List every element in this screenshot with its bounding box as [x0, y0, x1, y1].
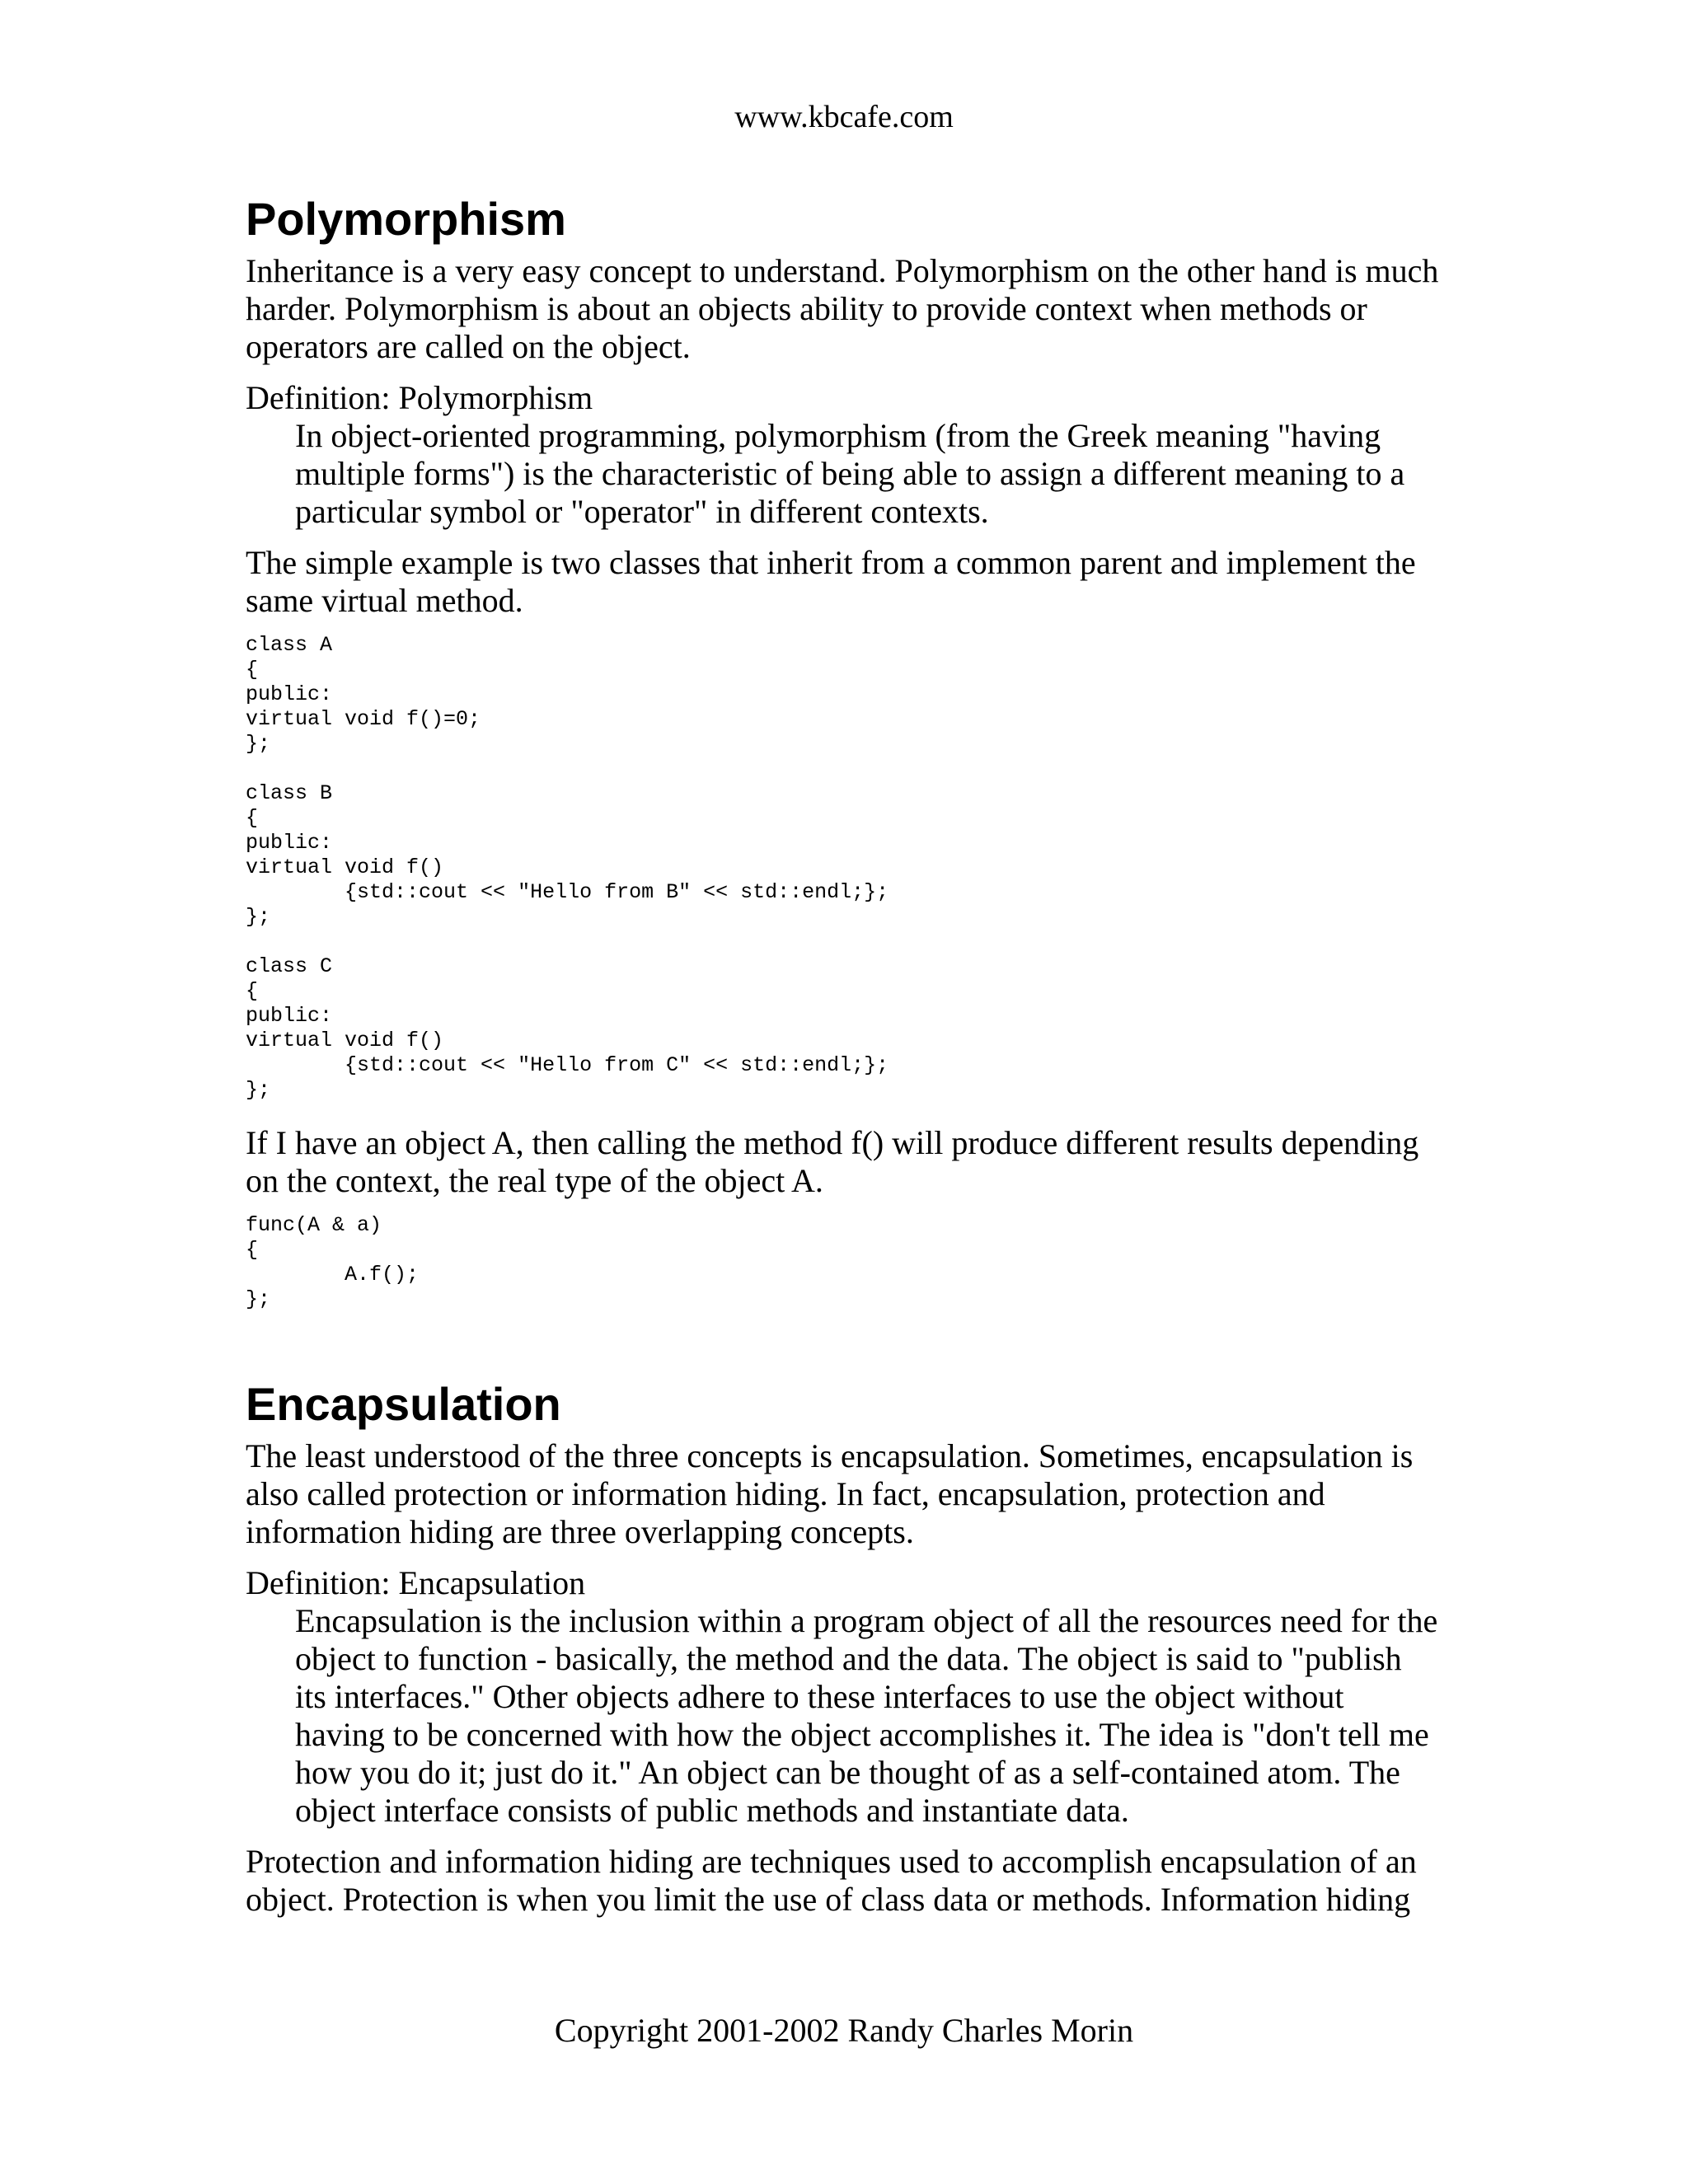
encapsulation-protection-paragraph: Protection and information hiding are techniques used to accomplish encapsulation of an object. Protection is when you limit the use of class data or methods. Information hiding: [246, 1843, 1417, 1918]
polymorphism-definition-body: In object-oriented programming, polymorphism (from the Greek meaning "having multiple forms") is the characteristic of being able to assign a different meaning to a particular symbol or "operator" in different contexts.: [295, 417, 1405, 530]
page-footer-copyright: Copyright 2001-2002 Randy Charles Morin: [554, 2012, 1134, 2049]
polymorphism-example-paragraph: The simple example is two classes that inherit from a common parent and implement the same virtual method.: [246, 544, 1416, 619]
code-block-classes: class A { public: virtual void f()=0; }; class B { public: virtual void f() {std::cout << "Hello from B" << std::endl;}; }; class C { public: virtual void f() {std::cout << "Hello from C" << std::endl;}; };: [246, 633, 889, 1102]
document-body: [246, 191, 1441, 1932]
section-spacer: [246, 1333, 1441, 1376]
polymorphism-definition-title: Definition: Polymorphism: [246, 379, 593, 416]
section-encapsulation: [246, 1376, 1441, 1919]
section-heading-polymorphism: Polymorphism: [246, 193, 566, 245]
code-block-func: func(A & a) { A.f(); };: [246, 1213, 420, 1311]
section-polymorphism: [246, 191, 1441, 1312]
polymorphism-context-paragraph: If I have an object A, then calling the method f() will produce different results depending on the context, the real type of the object A.: [246, 1124, 1419, 1199]
section-heading-encapsulation: Encapsulation: [246, 1378, 561, 1430]
page-header-url: www.kbcafe.com: [734, 100, 954, 134]
encapsulation-definition-body: Encapsulation is the inclusion within a program object of all the resources need for the object to function - basically, the method and the data. The object is said to "publish its interfaces." Other objects adhere to these interfaces to use the object without having to be concerned with how the object accomplishes it. The idea is "don't tell me how you do it; just do it." An object can be thought of as a self-contained atom. The object interface consists of public methods and instantiate data.: [295, 1602, 1438, 1829]
encapsulation-intro-paragraph: The least understood of the three concepts is encapsulation. Sometimes, encapsulation is also called protection or information hiding. In fact, encapsulation, protection and information hiding are three overlapping concepts.: [246, 1437, 1414, 1550]
polymorphism-intro-paragraph: Inheritance is a very easy concept to understand. Polymorphism on the other hand is much harder. Polymorphism is about an objects ability to provide context when methods or operators are called on the object.: [246, 252, 1439, 365]
encapsulation-definition-title: Definition: Encapsulation: [246, 1564, 586, 1601]
